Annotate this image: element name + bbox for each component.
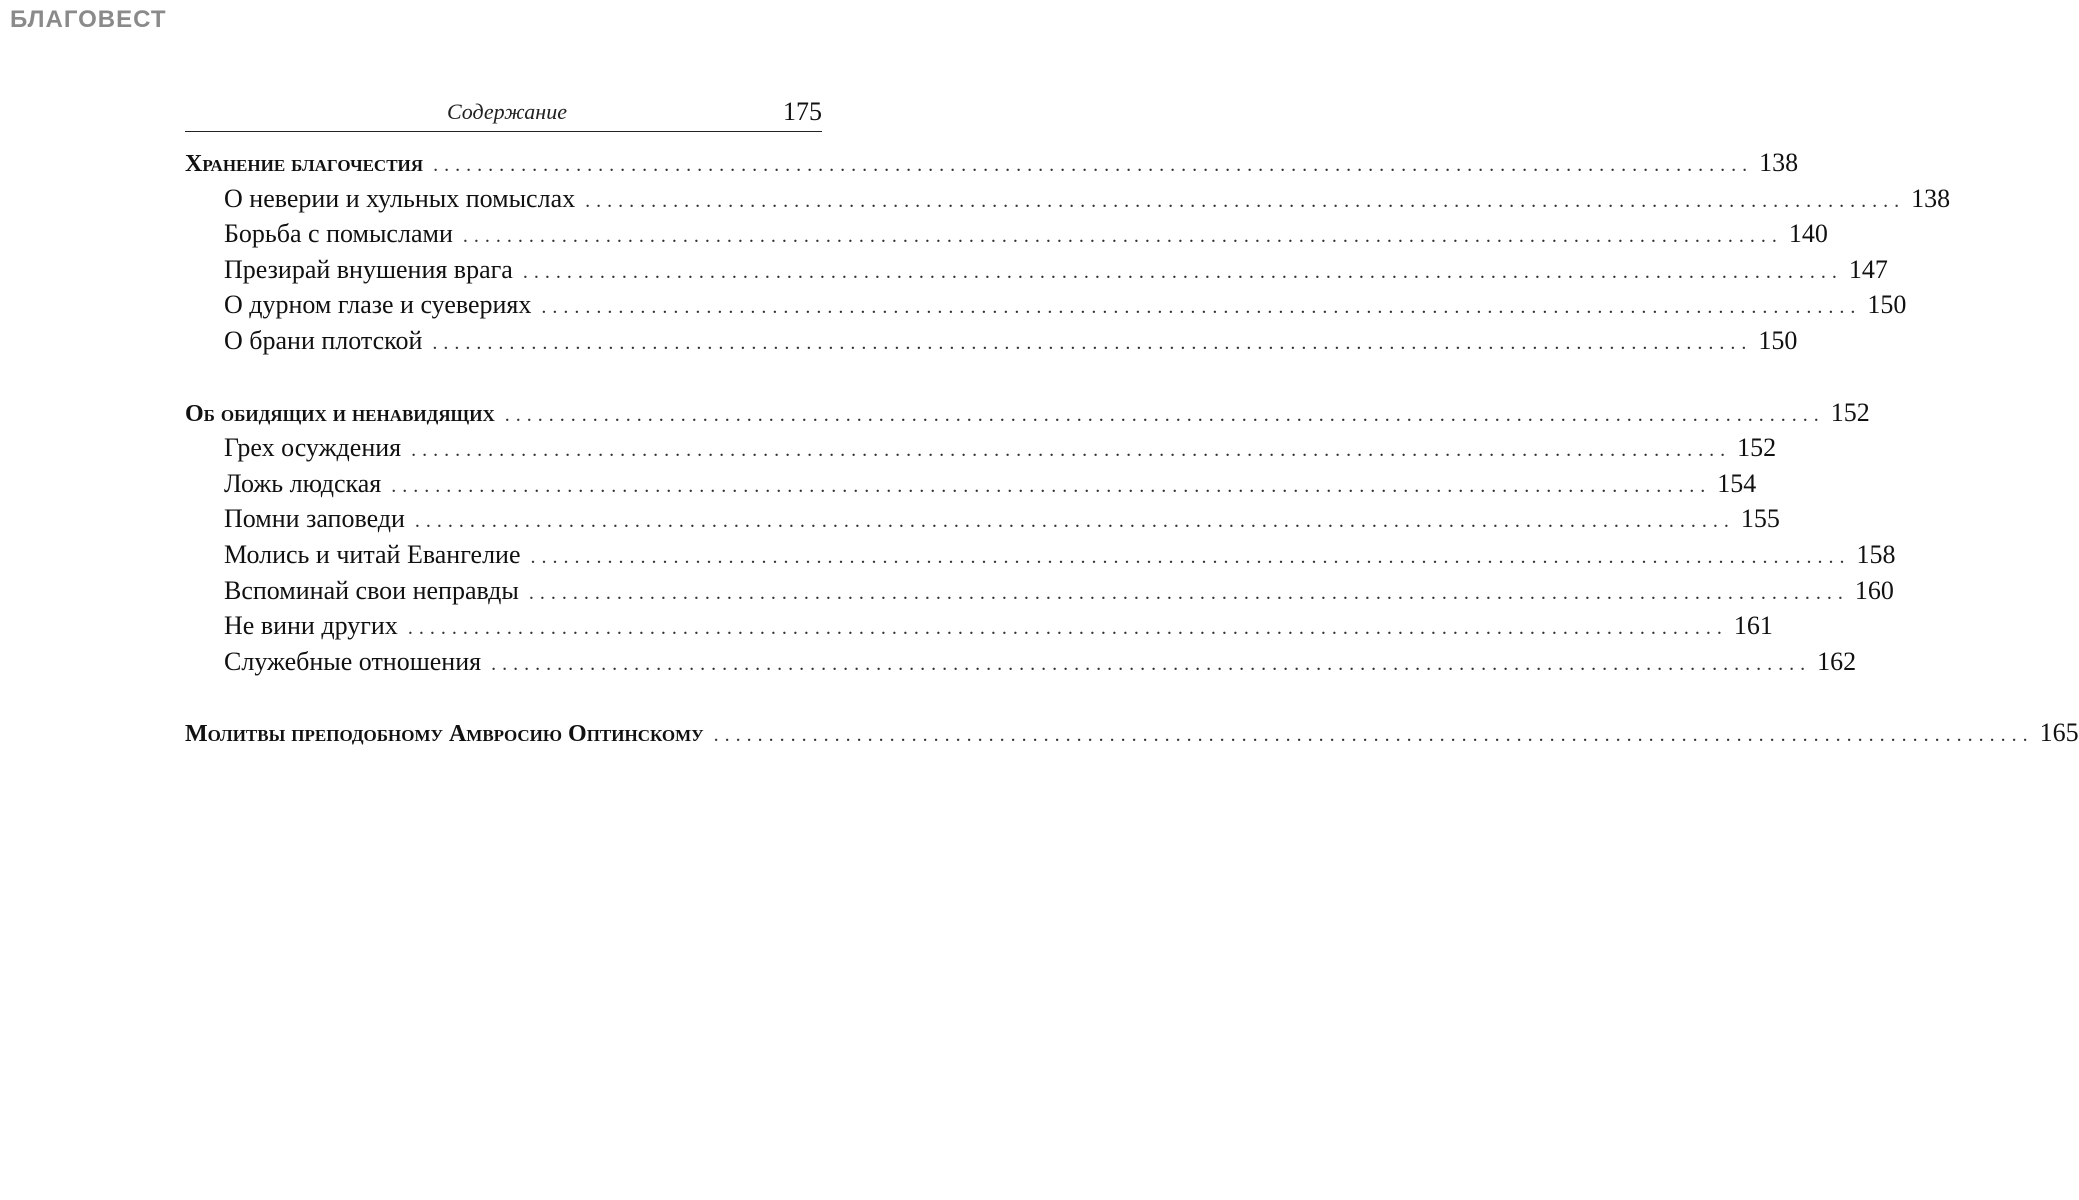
- toc-page-number: 152: [1737, 433, 1777, 463]
- toc-leader-dots: ........................................................................................................................: [462, 225, 1783, 248]
- toc-page-number: 161: [1733, 611, 1773, 641]
- toc-page-number: 138: [1759, 148, 1799, 177]
- toc-entry-title: О неверии и хульных помыслах: [224, 183, 576, 213]
- toc-entry-title: О дурном глазе и суевериях: [224, 290, 532, 320]
- toc-leader-dots: ........................................................................................................................: [414, 510, 1735, 533]
- toc-section-title: Об обидящих и ненавидящих: [185, 400, 495, 427]
- toc-page-number: 152: [1830, 397, 1870, 427]
- toc-page-number: 154: [1717, 468, 1757, 498]
- toc-entry: [185, 216, 1828, 252]
- toc-page-number: 158: [1856, 539, 1896, 569]
- toc-entry: [185, 644, 1857, 680]
- toc-section-title: Молитвы преподобному Амвросию Оптинскому: [185, 721, 704, 748]
- toc-entry-title: О брани плотской: [224, 325, 423, 355]
- toc-leader-dots: ........................................................................................................................: [541, 296, 1862, 319]
- toc-page-number: 155: [1740, 504, 1780, 534]
- watermark-logo: БЛАГОВЕСТ: [10, 6, 167, 33]
- toc-entry: [185, 287, 1907, 323]
- toc-entry: [185, 430, 1777, 466]
- toc-entry-title: Презирай внушения врага: [224, 254, 513, 284]
- toc-section-title: Хранение благочестия: [185, 151, 424, 177]
- toc-leader-dots: ........................................................................................................................: [491, 652, 1812, 675]
- toc-leader-dots: ........................................................................................................................: [411, 439, 1732, 462]
- toc-entry: [185, 573, 1894, 609]
- toc-section-heading: [185, 395, 1870, 431]
- toc-entry: [185, 323, 1798, 359]
- toc-entry: [185, 537, 1896, 573]
- table-of-contents: [185, 145, 2079, 751]
- toc-entry-title: Вспоминай свои неправды: [224, 575, 519, 605]
- toc-leader-dots: ........................................................................................................................: [530, 545, 1851, 568]
- toc-entry-title: Помни заповеди: [224, 504, 405, 534]
- toc-section-heading: [185, 145, 1799, 181]
- toc-entry: [185, 466, 1757, 502]
- toc-entry: [185, 501, 1780, 537]
- toc-page-number: 147: [1848, 254, 1888, 284]
- toc-entry-title: Молись и читай Евангелие: [224, 539, 521, 569]
- toc-page-number: 160: [1854, 575, 1894, 605]
- toc-page-number: 162: [1817, 646, 1857, 676]
- toc-entry-title: Не вини других: [224, 611, 398, 641]
- toc-leader-dots: ........................................................................................................................: [585, 189, 1906, 212]
- toc-entry: [185, 252, 1888, 288]
- toc-leader-dots: ........................................................................................................................: [528, 581, 1849, 604]
- toc-leader-dots: ........................................................................................................................: [432, 331, 1753, 354]
- toc-leader-dots: ........................................................................................................................: [433, 154, 1754, 176]
- toc-entry-title: Ложь людская: [224, 468, 382, 498]
- header-page-number: 175: [783, 97, 822, 126]
- toc-page-number: 150: [1758, 325, 1798, 355]
- toc-section-heading: [185, 715, 2079, 751]
- toc-leader-dots: ........................................................................................................................: [391, 474, 1712, 497]
- toc-entry: [185, 608, 1773, 644]
- toc-leader-dots: ........................................................................................................................: [407, 617, 1728, 640]
- toc-leader-dots: ........................................................................................................................: [504, 403, 1825, 426]
- toc-page-number: 140: [1788, 219, 1828, 249]
- toc-entry-title: Борьба с помыслами: [224, 219, 453, 249]
- toc-page-number: 138: [1911, 183, 1951, 213]
- header-title: Содержание: [446, 99, 567, 124]
- toc-entry-title: Служебные отношения: [224, 646, 482, 676]
- toc-leader-dots: ........................................................................................................................: [522, 260, 1843, 283]
- toc-leader-dots: ........................................................................................................................: [713, 724, 2034, 747]
- toc-entry: [185, 181, 1951, 217]
- toc-page-number: 150: [1867, 290, 1907, 320]
- toc-entry-title: Грех осуждения: [224, 433, 402, 463]
- toc-page-number: 165: [2039, 718, 2079, 748]
- running-header: [185, 95, 822, 132]
